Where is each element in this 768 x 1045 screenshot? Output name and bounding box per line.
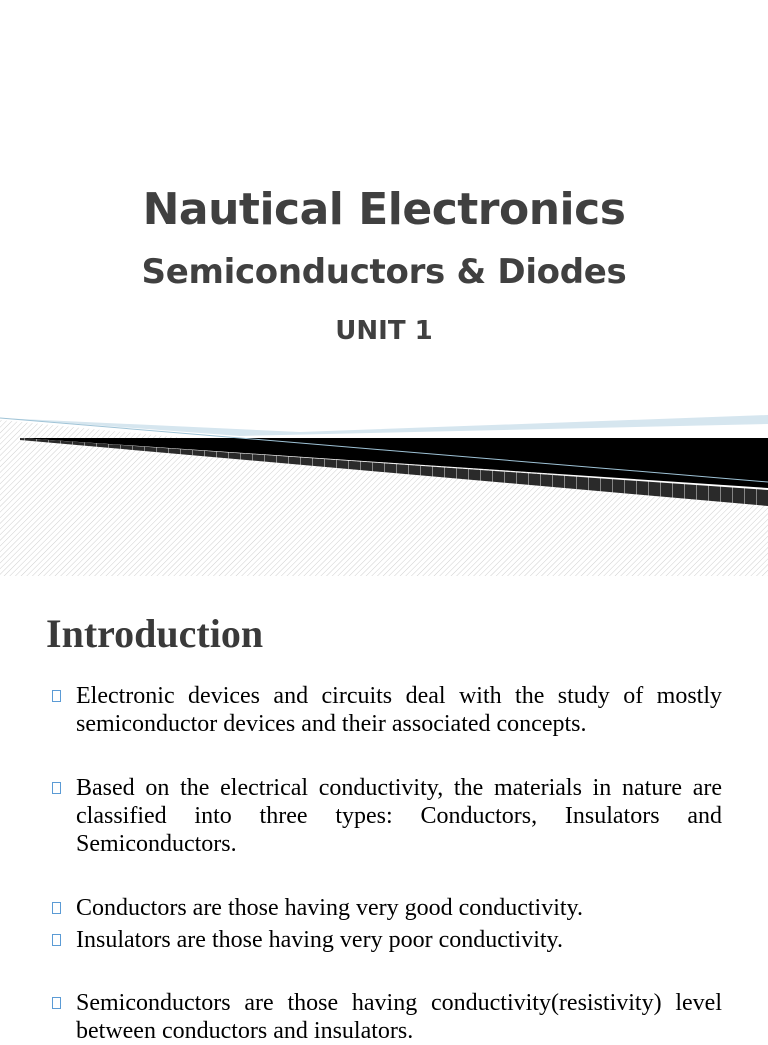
- decorative-wave-band: [0, 410, 768, 576]
- slide-subtitle: Semiconductors & Diodes: [141, 252, 627, 292]
- section-heading: Introduction: [46, 611, 264, 656]
- bullet-text: Electronic devices and circuits deal with the study of mostly semiconductor devices and their associated concepts.: [76, 683, 722, 737]
- slide-unit-label: UNIT 1: [335, 316, 433, 346]
- bullet-item: [52, 989, 722, 1045]
- bullet-marker-icon: [52, 902, 61, 914]
- bullet-text: Semiconductors are those having conductivity(resistivity) level between conductors and insulators.: [76, 990, 722, 1044]
- introduction-slide: [0, 576, 768, 1044]
- bullet-text: Insulators are those having very poor conductivity.: [76, 927, 563, 953]
- bullet-item: [52, 926, 722, 954]
- bullet-text: Conductors are those having very good conductivity.: [76, 895, 583, 921]
- bullet-marker-icon: [52, 997, 61, 1009]
- bullet-marker-icon: [52, 690, 61, 702]
- bullet-marker-icon: [52, 782, 61, 794]
- bullet-marker-icon: [52, 934, 61, 946]
- bullet-text: Based on the electrical conductivity, the materials in nature are classified into three types: Conductors, Insulators and Semiconductors.: [76, 775, 722, 857]
- bullet-item: [52, 894, 722, 922]
- slide-title: Nautical Electronics: [142, 184, 626, 235]
- bullet-item: [52, 774, 722, 858]
- bullet-item: [52, 682, 722, 738]
